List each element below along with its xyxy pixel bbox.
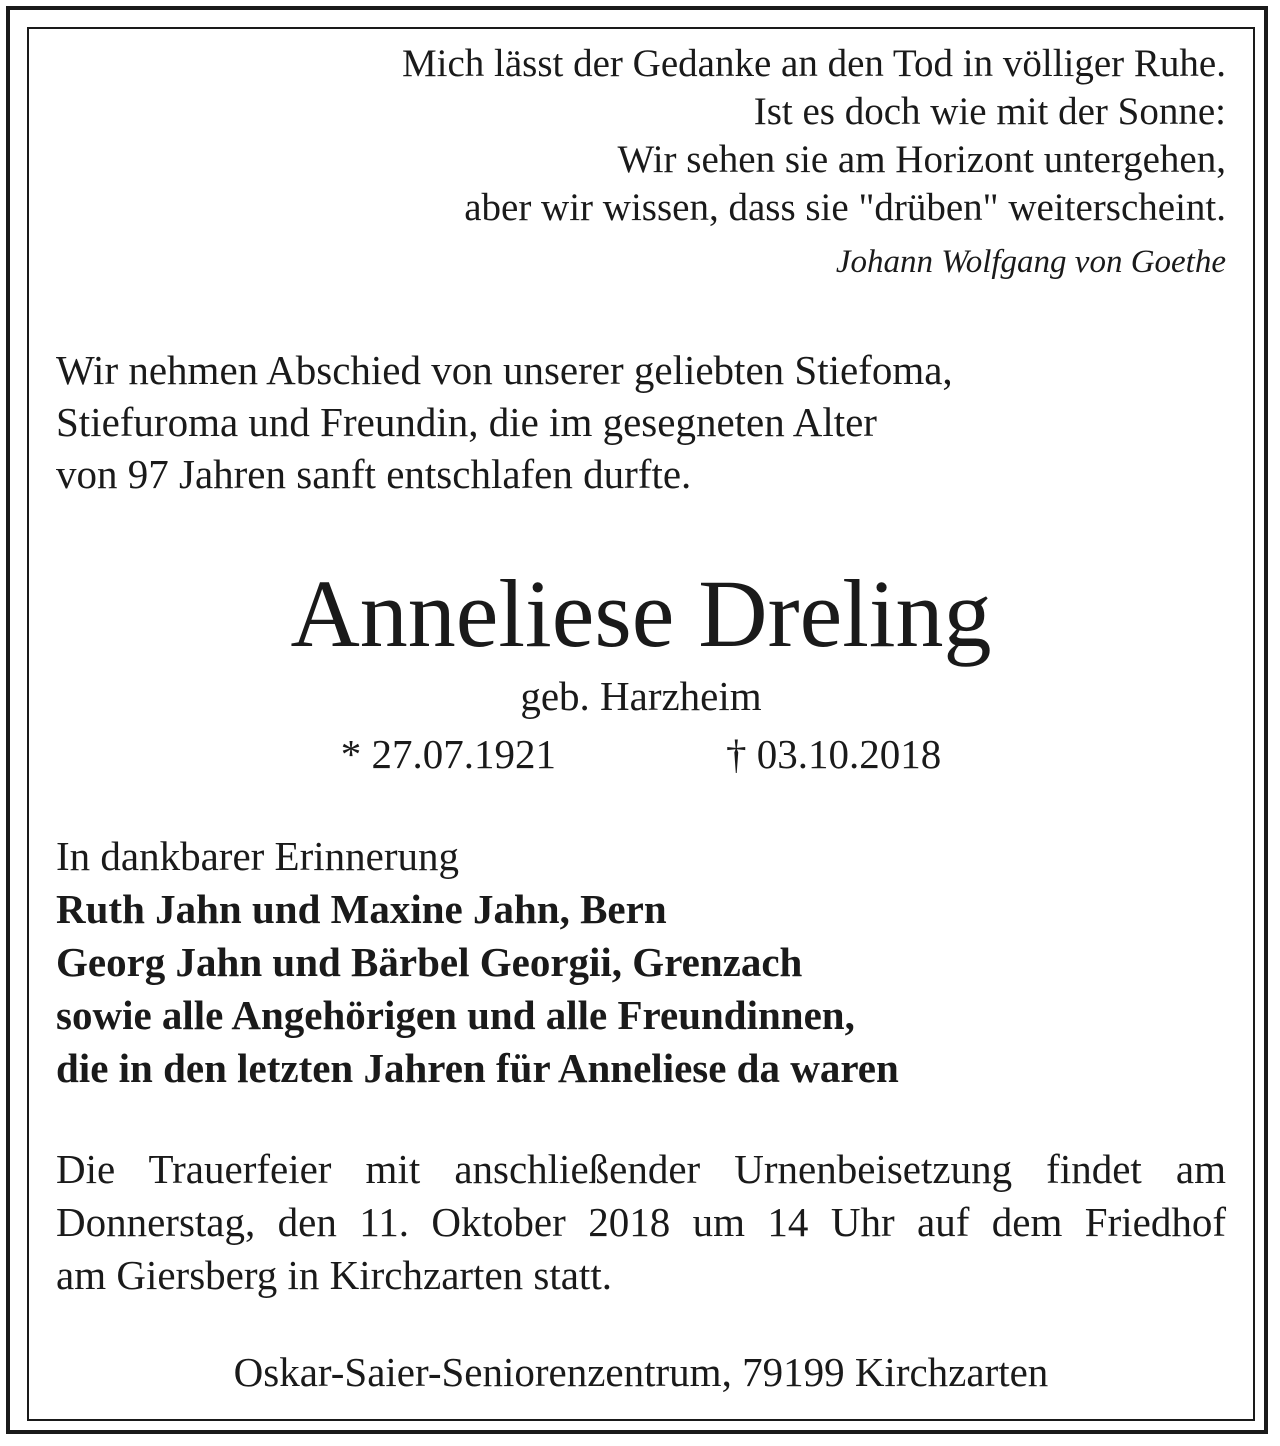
birth-name: geb. Harzheim <box>520 673 762 719</box>
intro-line: Wir nehmen Abschied von unserer geliebten Stiefoma, <box>56 347 953 393</box>
ceremony-line: Die Trauerfeier mit anschließender Urnenbeisetzung findet am <box>56 1146 1226 1192</box>
mourner-line: die in den letzten Jahren für Anneliese da waren <box>56 1045 899 1091</box>
obituary-content <box>56 40 1226 1398</box>
mourner-line: Ruth Jahn und Maxine Jahn, Bern <box>56 886 667 932</box>
quote-line: Wir sehen sie am Horizont untergehen, <box>617 138 1226 181</box>
footer-address: Oskar-Saier-Seniorenzentrum, 79199 Kirchzarten <box>233 1349 1049 1395</box>
mourner-line: Georg Jahn und Bärbel Georgii, Grenzach <box>56 939 803 985</box>
death-date: † 03.10.2018 <box>726 731 942 777</box>
funeral-info <box>56 1143 1226 1302</box>
quote-line: Mich lässt der Gedanke an den Tod in völliger Ruhe. <box>401 42 1226 85</box>
mourners-block <box>56 830 1226 1095</box>
mourner-line: sowie alle Angehörigen und alle Freundinnen, <box>56 992 855 1038</box>
intro-line: von 97 Jahren sanft entschlafen durfte. <box>56 451 692 497</box>
quote-line: Ist es doch wie mit der Sonne: <box>753 90 1226 133</box>
quote-line: aber wir wissen, dass sie "drüben" weiterscheint. <box>464 186 1226 229</box>
farewell-intro <box>56 344 1226 500</box>
intro-line: Stiefuroma und Freundin, die im gesegneten Alter <box>56 399 877 445</box>
goethe-quote <box>56 40 1226 232</box>
memory-heading: In dankbarer Erinnerung <box>56 833 459 879</box>
ceremony-line: Donnerstag, den 11. Oktober 2018 um 14 Uhr auf dem Friedhof <box>56 1199 1226 1245</box>
life-dates <box>56 728 1226 780</box>
ceremony-line: am Giersberg in Kirchzarten statt. <box>56 1252 612 1298</box>
birth-date: * 27.07.1921 <box>340 731 556 777</box>
quote-author: Johann Wolfgang von Goethe <box>835 244 1226 280</box>
deceased-name: Anneliese Dreling <box>290 560 992 667</box>
